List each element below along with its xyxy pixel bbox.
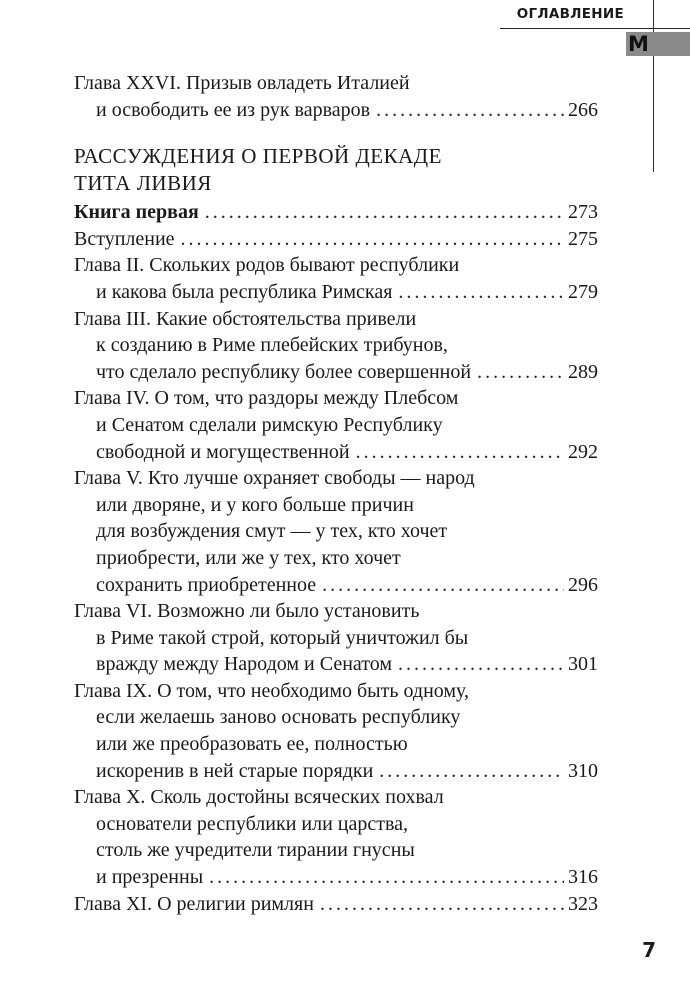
entry-text: Глава IV. О том, что раздоры между Плебсом: [74, 387, 459, 410]
page-number: 279: [568, 280, 598, 303]
entry-text: или же преобразовать ее, полностью: [96, 733, 408, 756]
section-heading: [74, 143, 598, 197]
page-number: 301: [568, 653, 598, 676]
entry-text: и презренны: [96, 866, 204, 889]
entry-text: основатели республики или царства,: [96, 812, 409, 835]
toc-entry-chapter-2: [74, 252, 598, 305]
page-number: 273: [568, 201, 598, 224]
entry-text: Глава V. Кто лучше охраняет свободы — народ: [74, 467, 475, 490]
series-mark-tab: [626, 32, 690, 56]
section-heading-line: РАССУЖДЕНИЯ О ПЕРВОЙ ДЕКАДЕ: [74, 144, 442, 169]
toc-entry-chapter-26: [74, 70, 598, 123]
page-number: 266: [568, 98, 598, 121]
entry-text: или дворяне, и у кого больше причин: [96, 493, 414, 516]
dot-leader: [477, 359, 564, 386]
page-number: 310: [568, 759, 598, 782]
page-folio-number: 7: [642, 938, 656, 962]
entry-text: в Риме такой строй, который уничтожил бы: [96, 626, 469, 649]
entry-text: и освободить ее из рук варваров: [96, 98, 371, 121]
dot-leader: [356, 439, 564, 466]
page-number: 316: [568, 866, 598, 889]
entry-text: Глава IX. О том, что необходимо быть одному,: [74, 679, 470, 702]
toc-entry-introduction: [74, 226, 598, 253]
dot-leader: [181, 226, 564, 253]
toc-entry-book-one: [74, 199, 598, 226]
toc-entry-chapter-3: [74, 306, 598, 386]
entry-text: и Сенатом сделали римскую Республику: [96, 413, 443, 436]
dot-leader: [398, 651, 564, 678]
entry-text: и какова была республика Римская: [96, 280, 393, 303]
entry-text: искоренив в ней старые порядки: [96, 759, 374, 782]
entry-text: сохранить приобретенное: [96, 573, 317, 596]
page-number: 296: [568, 573, 598, 596]
entry-text: приобрести, или же у тех, кто хочет: [96, 546, 401, 569]
dot-leader: [205, 199, 564, 226]
entry-text: Глава VI. Возможно ли было установить: [74, 600, 420, 623]
header-rule: [500, 28, 690, 29]
entry-text: Книга первая: [74, 201, 199, 224]
entry-text: если желаешь заново основать республику: [96, 706, 461, 729]
page-number: 323: [568, 892, 598, 915]
entry-text: столь же учредители тирании гнусны: [96, 839, 415, 862]
entry-text: для возбуждения смут — у тех, кто хочет: [96, 520, 448, 543]
entry-text: вражду между Народом и Сенатом: [96, 653, 393, 676]
header-vertical-rule: [653, 0, 654, 172]
toc-entry-chapter-11: [74, 891, 598, 918]
toc-entry-chapter-10: [74, 784, 598, 890]
page-number: 292: [568, 440, 598, 463]
entry-text: к созданию в Риме плебейских трибунов,: [96, 334, 448, 357]
table-of-contents: [74, 70, 598, 917]
entry-text: свободной и могущественной: [96, 440, 350, 463]
toc-entry-chapter-5: [74, 465, 598, 598]
page-number: 289: [568, 360, 598, 383]
dot-leader: [376, 97, 564, 124]
page-number: 275: [568, 227, 598, 250]
toc-entry-chapter-4: [74, 385, 598, 465]
dot-leader: [320, 891, 564, 918]
dot-leader: [322, 572, 564, 599]
entry-text: Глава XXVI. Призыв овладеть Италией: [74, 72, 410, 94]
dot-leader: [398, 279, 564, 306]
running-head-title: ОГЛАВЛЕНИЕ: [516, 6, 624, 22]
entry-text: Глава X. Сколь достойны всяческих похвал: [74, 786, 444, 809]
section-heading-line: ТИТА ЛИВИЯ: [74, 171, 212, 196]
series-mark-letter: М: [628, 32, 649, 56]
running-header: [0, 0, 690, 60]
entry-text: Глава XI. О религии римлян: [74, 892, 314, 915]
toc-entry-chapter-6: [74, 598, 598, 678]
entry-text: Глава II. Скольких родов бывают республики: [74, 254, 460, 277]
toc-entry-chapter-9: [74, 678, 598, 784]
entry-text: Вступление: [74, 227, 175, 250]
dot-leader: [209, 864, 564, 891]
entry-text: что сделало республику более совершенной: [96, 360, 472, 383]
entry-text: Глава III. Какие обстоятельства привели: [74, 307, 417, 330]
dot-leader: [379, 758, 564, 785]
